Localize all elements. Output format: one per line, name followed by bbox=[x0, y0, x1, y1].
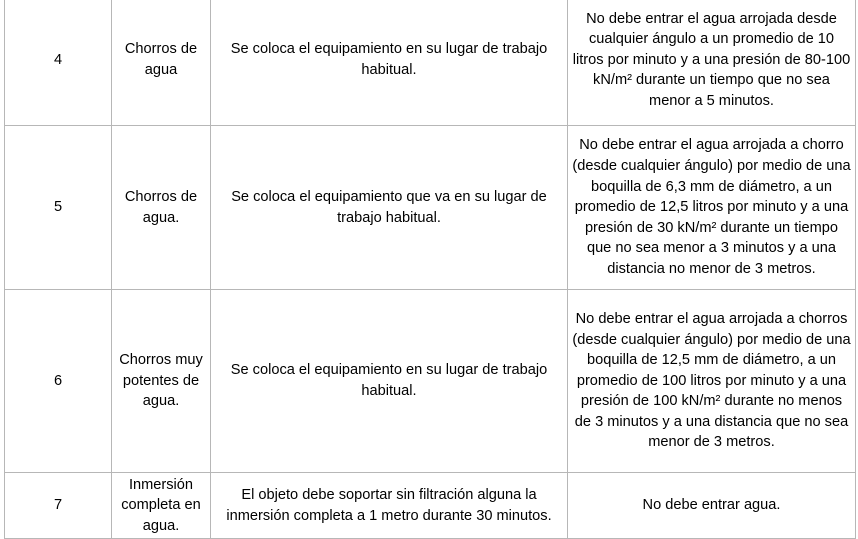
requirement-cell bbox=[568, 290, 856, 473]
table-row bbox=[5, 0, 856, 126]
test-method: Se coloca el equipamiento en su lugar de trabajo habitual. bbox=[230, 41, 548, 78]
requirement: No debe entrar agua. bbox=[642, 497, 781, 514]
requirement-cell bbox=[568, 473, 856, 539]
rating-number: 4 bbox=[53, 51, 63, 68]
rating-description-cell bbox=[112, 126, 211, 290]
table-row bbox=[5, 473, 856, 539]
test-method: Se coloca el equipamiento en su lugar de trabajo habitual. bbox=[230, 362, 548, 399]
rating-number: 5 bbox=[53, 199, 63, 216]
rating-number-cell bbox=[5, 0, 112, 126]
rating-description-cell bbox=[112, 473, 211, 539]
requirement-cell bbox=[568, 126, 856, 290]
protection-rating-table bbox=[4, 0, 856, 539]
requirement: No debe entrar el agua arrojada a chorros (desde cualquier ángulo) por medio de una boquilla de 12,5 mm de diámetro, a un promedio de 100 litros por minuto y a una presión de 100 kN/m² durante no menos de 3 minutos y a una distancia que no sea menor de 3 metros. bbox=[572, 310, 851, 451]
rating-description-cell bbox=[112, 290, 211, 473]
requirement: No debe entrar el agua arrojada desde cualquier ángulo a un promedio de 10 litros por minuto y a una presión de 80-100 kN/m² durante un tiempo que no sea menor a 5 minutos. bbox=[572, 10, 851, 109]
test-method-cell bbox=[211, 473, 568, 539]
rating-description-cell bbox=[112, 0, 211, 126]
rating-number-cell bbox=[5, 126, 112, 290]
rating-description: Inmersión completa en agua. bbox=[121, 476, 201, 534]
test-method-cell bbox=[211, 126, 568, 290]
rating-description: Chorros muy potentes de agua. bbox=[119, 352, 203, 410]
test-method: El objeto debe soportar sin filtración alguna la inmersión completa a 1 metro durante 30 minutos. bbox=[226, 486, 552, 524]
rating-number: 6 bbox=[53, 372, 63, 389]
requirement: No debe entrar el agua arrojada a chorro (desde cualquier ángulo) por medio de una boquilla de 6,3 mm de diámetro, a un promedio de 12,5 litros por minuto y a una presión de 30 kN/m² durante un tiempo que no sea menor a 3 minutos y a una distancia no menor de 3 metros. bbox=[572, 137, 851, 277]
rating-description: Chorros de agua bbox=[124, 41, 198, 78]
rating-number: 7 bbox=[53, 497, 63, 514]
table-row bbox=[5, 126, 856, 290]
table-row bbox=[5, 290, 856, 473]
requirement-cell bbox=[568, 0, 856, 126]
test-method-cell bbox=[211, 0, 568, 126]
test-method-cell bbox=[211, 290, 568, 473]
rating-number-cell bbox=[5, 473, 112, 539]
test-method: Se coloca el equipamiento que va en su lugar de trabajo habitual. bbox=[231, 188, 547, 226]
rating-description: Chorros de agua. bbox=[124, 188, 198, 226]
rating-number-cell bbox=[5, 290, 112, 473]
